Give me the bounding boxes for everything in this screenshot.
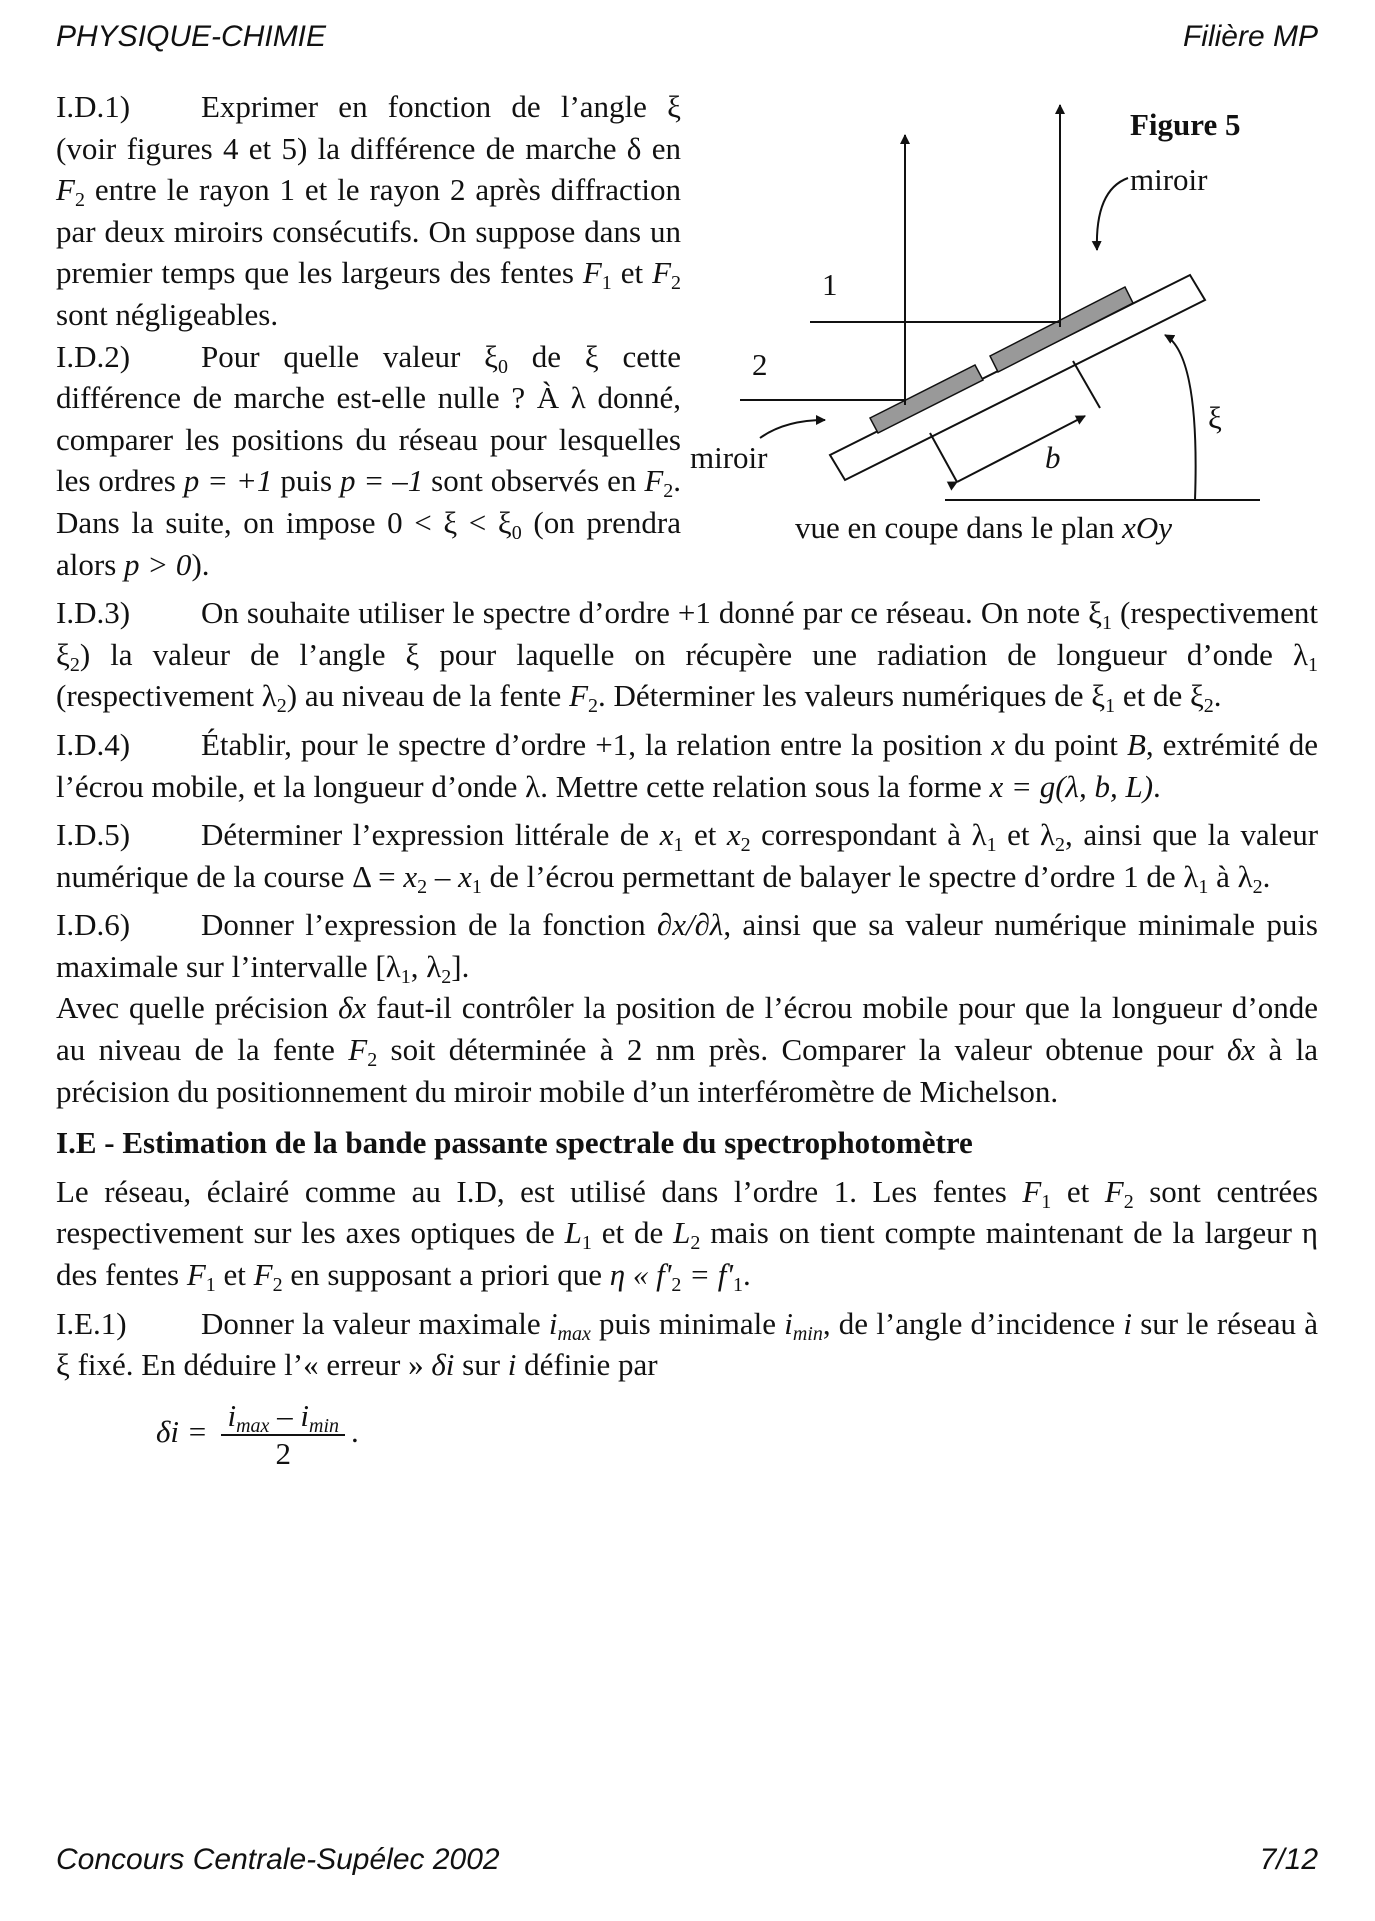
miroir-label-top: miroir xyxy=(1130,162,1208,197)
section-ie-title: I.E - Estimation de la bande passante spectrale du spectrophotomètre xyxy=(56,1125,973,1161)
figure-caption: vue en coupe dans le plan xOy xyxy=(795,510,1173,545)
b-label: b xyxy=(1045,440,1061,475)
question-id6-followup: Avec quelle précision δx faut-il contrôler la position de l’écrou mobile pour que la longueur d’onde au niveau de la fente $F_2$ soit déterminée à 2 nm près. Comparer la valeur obtenue pour δx à la précision du positionnement du miroir mobile d’un interféromètre de Michelson. xyxy=(56,990,1318,1109)
header-subject: PHYSIQUE-CHIMIE xyxy=(56,20,327,53)
figure-title: Figure 5 xyxy=(1130,107,1241,142)
section-ie-intro: Le réseau, éclairé comme au I.D, est utilisé dans l’ordre 1. Les fentes $F_1$ et $F_2$ sont centrées respectivement sur les axes optiques de $L_1$ et de $L_2$ mais on tient compte maintenant de la largeur η des fentes $F_1$ et $F_2$ en supposant a priori que η « $f'_2 = f'_1$. xyxy=(56,1173,1319,1297)
footer-page-number: 7/12 xyxy=(1259,1843,1318,1876)
main-text xyxy=(56,86,1318,1472)
equation-delta-i: δi = $\frac{i_{max} - i_{min}}{2}$ . xyxy=(156,1397,359,1471)
header-filiere: Filière MP xyxy=(1182,20,1318,53)
ray-2-label: 2 xyxy=(752,347,768,382)
question-id5: I.D.5) Déterminer l’expression littérale de $x_1$ et $x_2$ correspondant à $\lambda_1$ et $\lambda_2$, ainsi que la valeur numérique de la course $\Delta = x_2 - x_1$ de l’écrou permettant de balayer le spectre d’ordre 1 de $\lambda_1$ à $\lambda_2$. xyxy=(56,817,1319,898)
miroir-label-left: miroir xyxy=(690,440,768,475)
xi-label: ξ xyxy=(1208,400,1222,435)
fraction: $\frac{i_{max} - i_{min}}{2}$ xyxy=(221,1398,345,1472)
footer-contest: Concours Centrale-Supélec 2002 xyxy=(56,1843,500,1876)
ray-1-label: 1 xyxy=(822,267,838,302)
question-id4: I.D.4) Établir, pour le spectre d’ordre +1, la relation entre la position x du point B, extrémité de l’écrou mobile, et la longueur d’onde λ. Mettre cette relation sous la forme x = g(λ, b, L). xyxy=(56,726,1319,804)
question-id6: I.D.6) Donner l’expression de la fonction ∂x/∂λ, ainsi que sa valeur numérique minimale puis maximale sur l’intervalle [$\lambda_1$, $\lambda_2$]. xyxy=(56,907,1318,988)
question-id3: I.D.3) On souhaite utiliser le spectre d’ordre +1 donné par ce réseau. On note $\xi_1$ (respectivement $\xi_2$) la valeur de l’angle ξ pour laquelle on récupère une radiation de longueur d’onde $\lambda_1$ (respectivement $\lambda_2$) au niveau de la fente $F_2$. Déterminer les valeurs numériques de $\xi_1$ et de $\xi_2$. xyxy=(56,595,1318,718)
question-ie1: I.E.1) Donner la valeur maximale $i_{max}$ puis minimale $i_{min}$, de l’angle d’incidence i sur le réseau à ξ fixé. En déduire l’« erreur » δi sur i définie par xyxy=(56,1305,1319,1383)
question-id1: I.D.1) Exprimer en fonction de l’angle ξ (voir figures 4 et 5) la différence de marche δ en $F_2$ entre le rayon 1 et le rayon 2 après diffraction par deux miroirs consécutifs. On suppose dans un premier temps que les largeurs des fentes $F_1$ et $F_2$ sont négligeables. xyxy=(56,89,681,332)
question-id2: I.D.2) Pour quelle valeur $\xi_0$ de ξ cette différence de marche est-elle nulle ? À λ donné, comparer les positions du réseau pour lesquelles les ordres p = +1 puis p = –1 sont observés en $F_2$. Dans la suite, on impose $0 < \xi < \xi_0$ (on prendra alors p > 0). xyxy=(56,338,682,582)
